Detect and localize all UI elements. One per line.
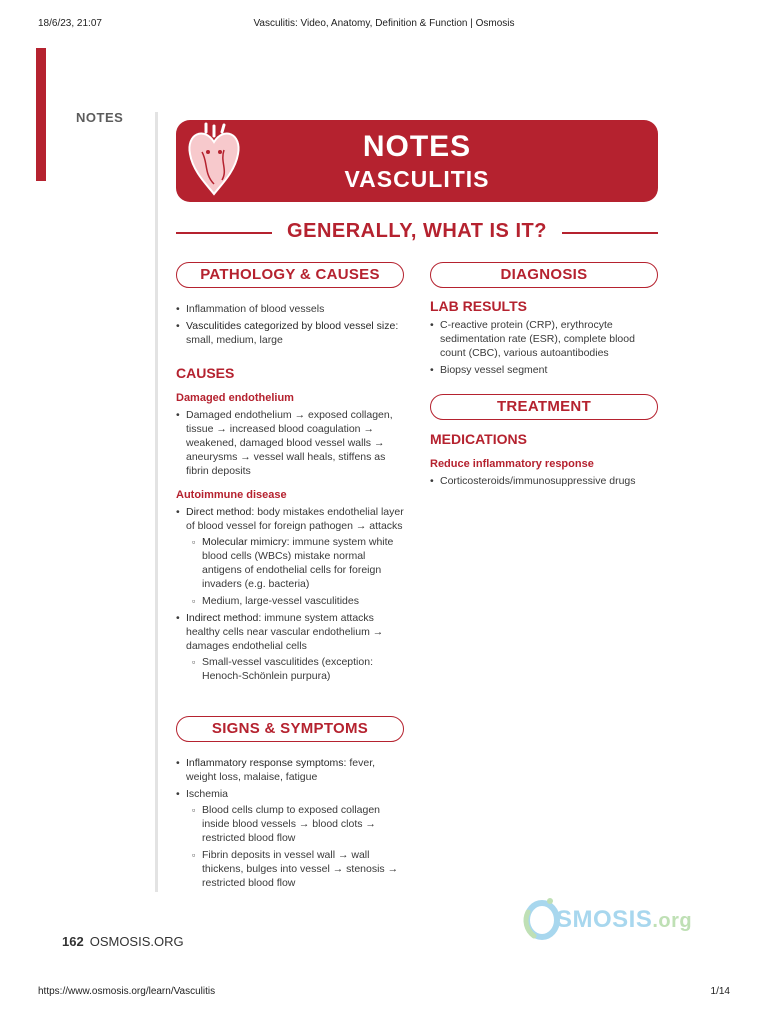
bold-term: Molecular mimicry:	[202, 536, 290, 548]
treatment-header: TREATMENT	[430, 394, 658, 420]
lab-results-heading: LAB RESULTS	[430, 298, 527, 314]
bold-term: Vasculitides categorized by blood vessel size:	[186, 320, 399, 332]
heart-icon	[184, 122, 244, 198]
notes-banner	[176, 120, 658, 202]
osmosis-logo	[522, 896, 702, 944]
sub-list	[186, 803, 404, 890]
sub-list-item: ▫ Medium, large-vessel vasculitides	[186, 594, 404, 608]
list-item	[176, 319, 404, 347]
item-text: Ischemia	[186, 788, 229, 800]
list-item: • Inflammation of blood vessels	[176, 302, 404, 316]
vertical-divider	[155, 112, 158, 892]
list-item	[176, 756, 404, 784]
lab-results-list	[430, 318, 656, 380]
medications-list	[430, 474, 656, 491]
sub-list-item: ▫ Blood cells clump to exposed collagen inside blood vessels → blood clots → restricted blood flow	[186, 803, 404, 845]
reduce-inflammatory-heading: Reduce inflammatory response	[430, 458, 594, 470]
signs-symptoms-header: SIGNS & SYMPTOMS	[176, 716, 404, 742]
damaged-list	[176, 408, 402, 481]
side-label: NOTES	[76, 110, 124, 125]
list-item	[176, 611, 404, 683]
bold-term: Inflammatory response symptoms:	[186, 757, 347, 769]
logo-text: SMOSIS	[556, 906, 653, 933]
autoimmune-list	[176, 505, 404, 686]
print-url: https://www.osmosis.org/learn/Vasculitis	[38, 986, 216, 997]
item-text: immune system attacks healthy cells near vascular endothelium → damages endothelial cells	[186, 612, 384, 652]
bold-term: Direct method:	[186, 506, 255, 518]
list-item	[176, 787, 404, 890]
item-text: small, medium, large	[186, 334, 283, 346]
bold-term: Indirect method:	[186, 612, 262, 624]
damaged-endothelium-heading: Damaged endothelium	[176, 392, 294, 404]
item-text: fever, weight loss, malaise, fatigue	[186, 757, 376, 783]
list-item: • C-reactive protein (CRP), erythrocyte sedimentation rate (ESR), complete blood count (CBC), various autoantibodies	[430, 318, 656, 360]
sub-list-item: ▫ Fibrin deposits in vessel wall → wall thickens, bulges into vessel → stenosis → restricted blood flow	[186, 848, 404, 890]
sub-list	[186, 655, 404, 683]
banner-subtitle: VASCULITIS	[344, 166, 490, 192]
item-text: immune system white blood cells (WBCs) mistake normal antigens of endothelial cells for foreign invaders (e.g. bacteria)	[202, 536, 394, 590]
item-text: body mistakes endothelial layer of blood vessel for foreign pathogen → attacks	[186, 506, 404, 532]
print-page: 1/14	[710, 986, 730, 997]
signs-list	[176, 756, 404, 893]
sub-list-item	[186, 535, 404, 591]
causes-heading: CAUSES	[176, 365, 235, 381]
red-accent-bar	[36, 48, 46, 181]
medications-heading: MEDICATIONS	[430, 431, 527, 447]
list-item: • Corticosteroids/immunosuppressive drugs	[430, 474, 656, 488]
pathology-list	[176, 302, 404, 350]
page-footer	[62, 934, 184, 949]
print-header	[38, 18, 730, 32]
sub-list	[186, 535, 404, 608]
list-item: • Damaged endothelium → exposed collagen, tissue → increased blood coagulation → weakened, damaged blood vessel walls → aneurysms → vessel wall heals, stiffens as fibrin deposits	[176, 408, 402, 478]
logo-org: .org	[652, 910, 693, 932]
print-datetime: 18/6/23, 21:07	[38, 18, 102, 29]
list-item: • Biopsy vessel segment	[430, 363, 656, 377]
pathology-causes-header: PATHOLOGY & CAUSES	[176, 262, 404, 288]
print-title: Vasculitis: Video, Anatomy, Definition & Function | Osmosis	[253, 18, 515, 29]
section-title	[176, 220, 658, 246]
diagnosis-header: DIAGNOSIS	[430, 262, 658, 288]
section-title-text: GENERALLY, WHAT IS IT?	[277, 220, 557, 242]
autoimmune-heading: Autoimmune disease	[176, 489, 287, 501]
print-footer	[38, 986, 730, 1000]
site-name: OSMOSIS.ORG	[89, 934, 184, 949]
sub-list-item: ▫ Small-vessel vasculitides (exception: Henoch-Schönlein purpura)	[186, 655, 404, 683]
page-number: 162	[62, 934, 84, 949]
banner-title: NOTES	[362, 130, 472, 163]
list-item	[176, 505, 404, 608]
